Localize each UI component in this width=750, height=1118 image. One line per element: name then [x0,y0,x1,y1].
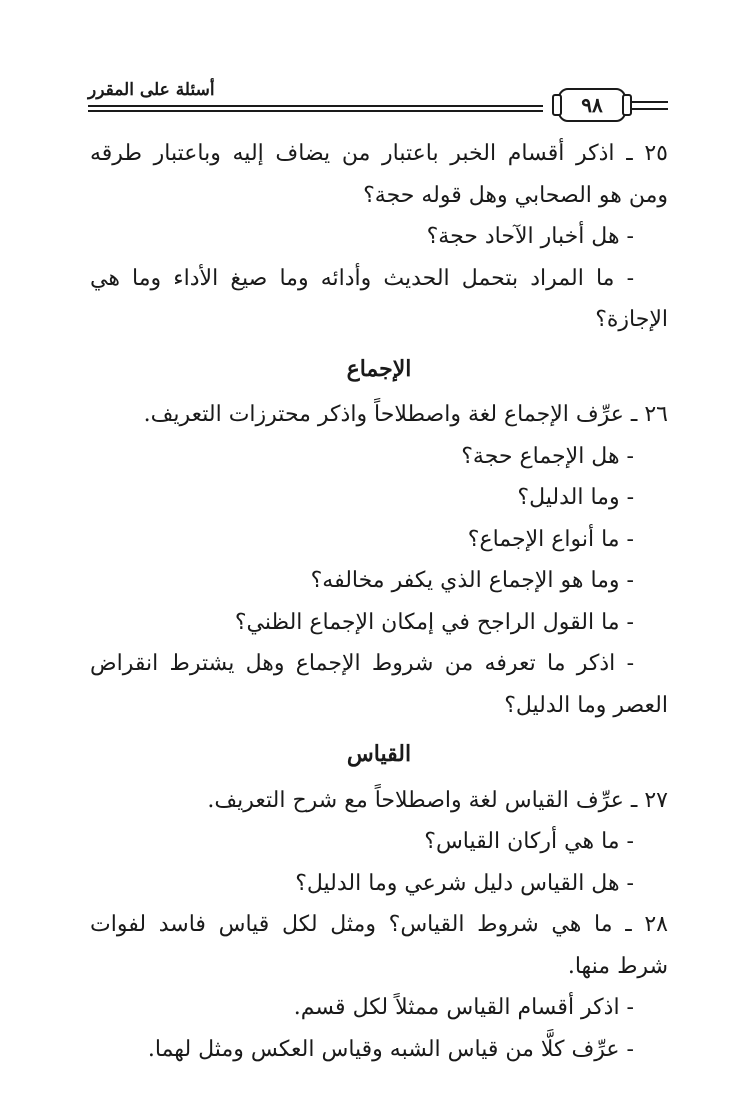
question-28-line-1: ٢٨ ـ ما هي شروط القياس؟ ومثل لكل قياس فاسد لفوات [90,912,668,937]
header-rule-top [88,105,543,107]
question-26-sub-6-line-2: العصر وما الدليل؟ [504,692,668,718]
header-rule-bottom [88,110,543,112]
header-rule-right-top [628,101,668,103]
question-26-sub-1: - هل الإجماع حجة؟ [461,443,634,469]
question-28-sub-1: - اذكر أقسام القياس ممثلاً لكل قسم. [293,995,634,1020]
question-27-sub-2: - هل القياس دليل شرعي وما الدليل؟ [295,870,634,896]
question-28-sub-2: - عرِّف كلًّا من قياس الشبه وقياس العكس ومثل لهما. [147,1036,634,1062]
question-25-line-1: ٢٥ ـ اذكر أقسام الخبر باعتبار من يضاف إليه وباعتبار طرقه [90,141,668,166]
section-heading-ijma: الإجماع [346,355,412,382]
question-25-line-2: ومن هو الصحابي وهل قوله حجة؟ [363,182,668,208]
question-27-sub-1: - ما هي أركان القياس؟ [424,829,634,854]
header-rule-right-bottom [628,108,668,110]
question-26-sub-6-line-1: - اذكر ما تعرفه من شروط الإجماع وهل يشترط انقراض [90,651,634,676]
question-27: ٢٧ ـ عرِّف القياس لغة واصطلاحاً مع شرح التعريف. [207,787,668,813]
page-body [90,133,668,1070]
page-number: ٩٨ [581,93,603,117]
page-header [88,78,668,118]
question-26-sub-2: - وما الدليل؟ [517,485,634,510]
question-26-sub-5: - ما القول الراجح في إمكان الإجماع الظني؟ [234,609,634,635]
question-26: ٢٦ ـ عرِّف الإجماع لغة واصطلاحاً واذكر محترزات التعريف. [143,402,668,427]
question-25-sub-2-line-2: الإجازة؟ [595,307,668,332]
question-25-sub-2-line-1: - ما المراد بتحمل الحديث وأدائه وما صيغ الأداء وما هي [90,265,634,291]
running-title: أسئلة على المقرر [88,80,215,100]
question-25-sub-1: - هل أخبار الآحاد حجة؟ [426,224,634,249]
section-heading-qiyas: القياس [346,741,412,767]
question-26-sub-4: - وما هو الإجماع الذي يكفر مخالفه؟ [310,568,634,593]
page-number-badge [558,88,626,122]
question-28-line-2: شرط منها. [567,953,668,979]
question-26-sub-3: - ما أنواع الإجماع؟ [467,526,634,552]
